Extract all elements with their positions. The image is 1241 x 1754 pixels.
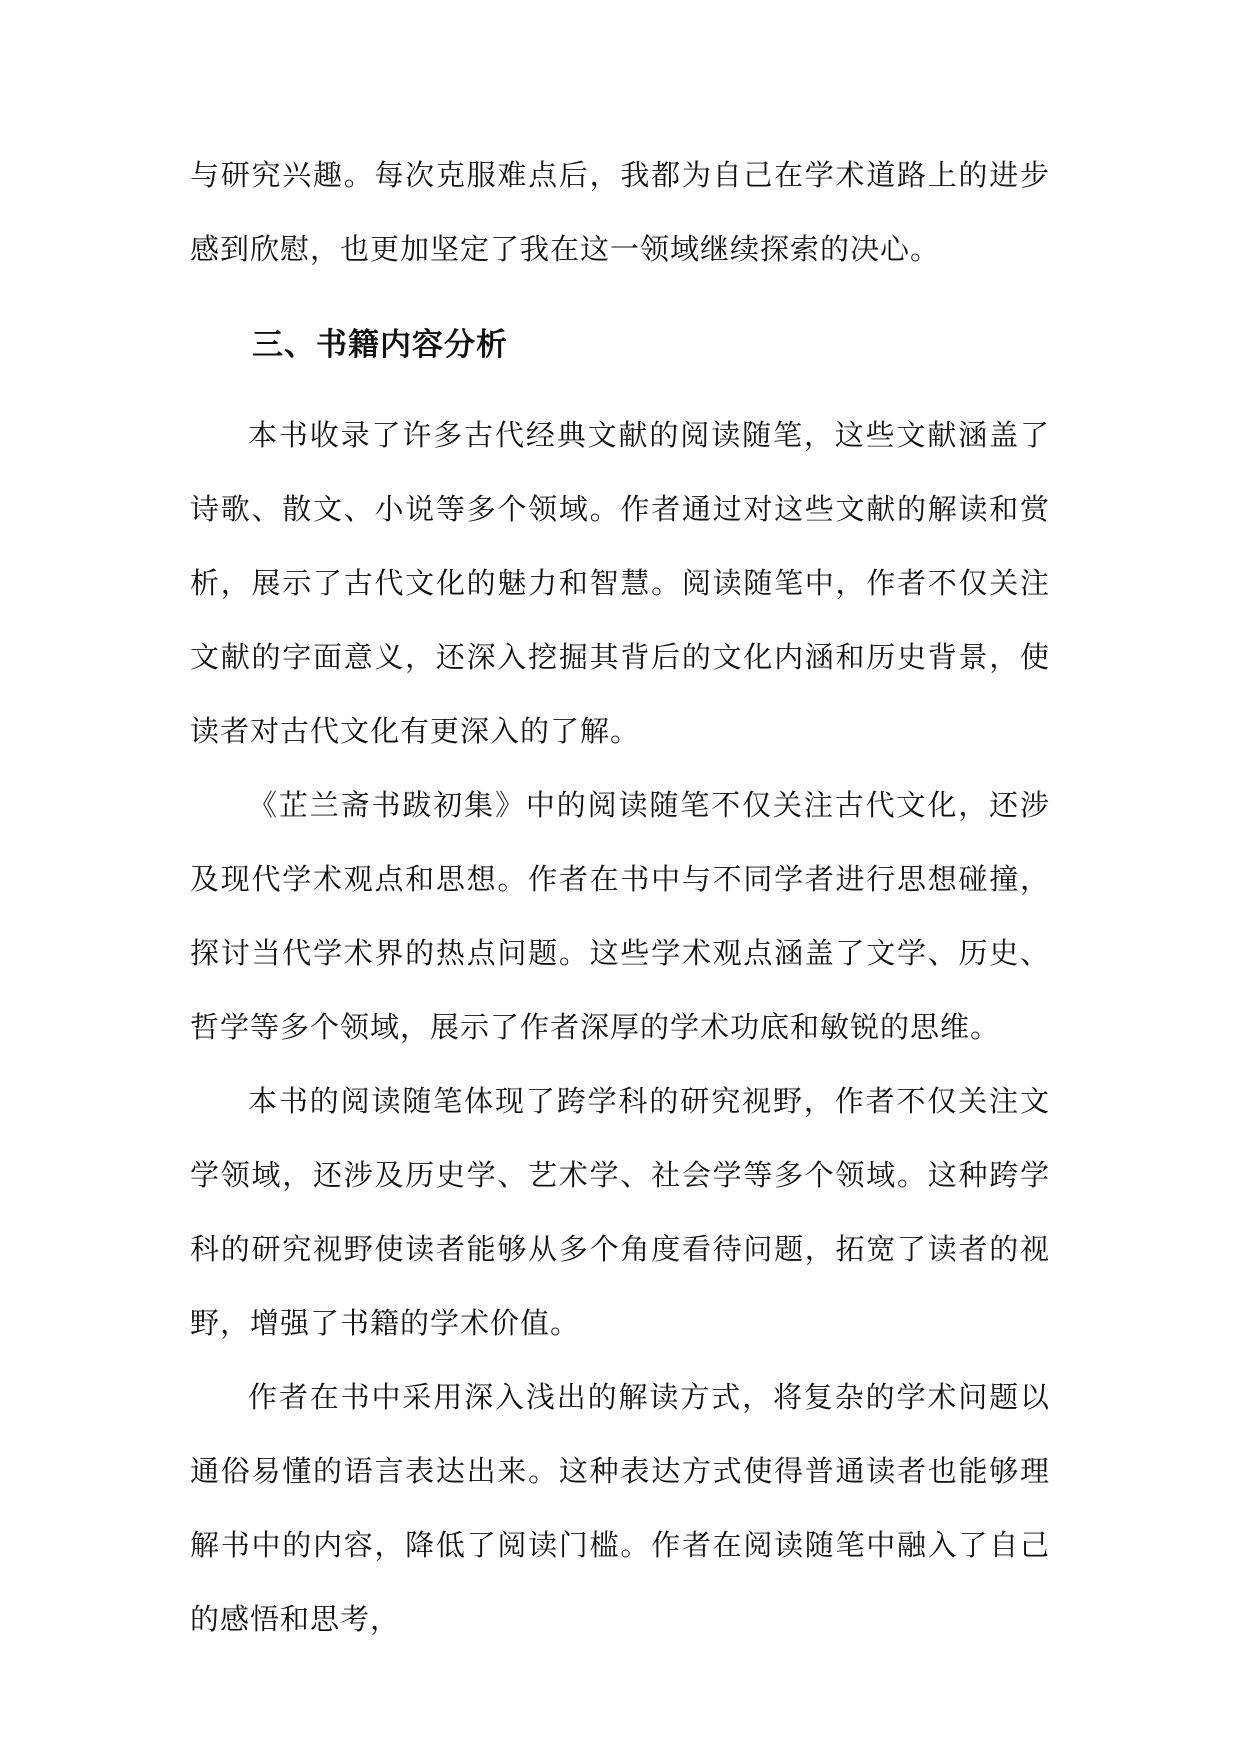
paragraph-accessible-style: 作者在书中采用深入浅出的解读方式，将复杂的学术问题以通俗易懂的语言表达出来。这种表达方式使得普通读者也能够理解书中的内容，降低了阅读门槛。作者在阅读随笔中融入了自己的感悟和思考， bbox=[190, 1380, 1050, 1636]
paragraph-ancient-texts: 本书收录了许多古代经典文献的阅读随笔，这些文献涵盖了诗歌、散文、小说等多个领域。作者通过对这些文献的解读和赏析，展示了古代文化的魅力和智慧。阅读随笔中，作者不仅关注文献的字面意义，还深入挖掘其背后的文化内涵和历史背景，使读者对古代文化有更深入的了解。 bbox=[190, 418, 1050, 748]
paragraph-interdisciplinary: 本书的阅读随笔体现了跨学科的研究视野，作者不仅关注文学领域，还涉及历史学、艺术学、社会学等多个领域。这种跨学科的研究视野使读者能够从多个角度看待问题，拓宽了读者的视野，增强了书籍的学术价值。 bbox=[190, 1084, 1050, 1340]
document-body bbox=[190, 138, 1050, 1656]
paragraph-continuation: 与研究兴趣。每次克服难点后，我都为自己在学术道路上的进步感到欣慰，也更加坚定了我在这一领域继续探索的决心。 bbox=[190, 158, 1050, 266]
section-heading: 三、书籍内容分析 bbox=[252, 327, 508, 363]
paragraph-modern-views: 《芷兰斋书跋初集》中的阅读随笔不仅关注古代文化，还涉及现代学术观点和思想。作者在书中与不同学者进行思想碰撞，探讨当代学术界的热点问题。这些学术观点涵盖了文学、历史、哲学等多个领域，展示了作者深厚的学术功底和敏锐的思维。 bbox=[190, 788, 1050, 1044]
